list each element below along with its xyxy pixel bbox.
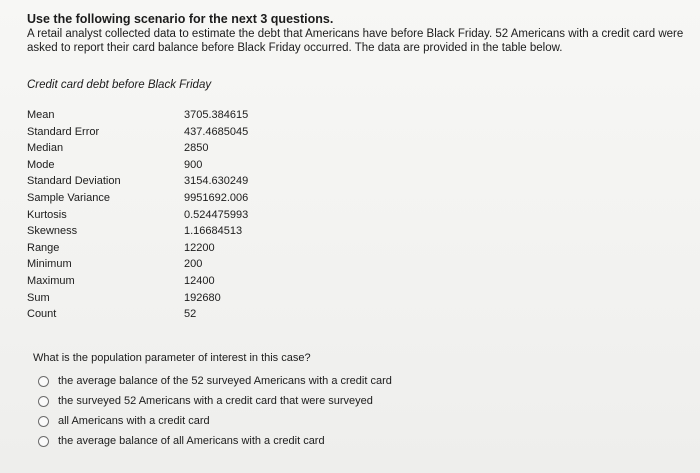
answer-option-3[interactable] [38,411,392,431]
table-row [27,308,287,325]
table-row [27,142,287,159]
radio-button[interactable] [38,436,49,447]
table-row [27,292,287,309]
stat-label: Standard Error [27,125,100,138]
scenario-intro: A retail analyst collected data to estimate the debt that Americans have before Black Friday. 52 Americans with a credit card were asked to report their card balance before Black Friday occurred. The data are provided in the table below. [27,28,684,54]
stat-value: 9951692.006 [184,191,249,204]
table-row [27,275,287,292]
answer-option-2[interactable] [38,391,392,411]
stat-label: Mean [27,109,55,121]
stat-label: Maximum [27,274,75,287]
answer-option-4[interactable] [38,431,392,451]
stat-value: 52 [184,308,197,321]
stat-value: 3705.384615 [184,109,249,121]
stat-value: 900 [184,158,203,171]
stat-value: 12400 [184,274,215,287]
question-text: What is the population parameter of interest in this case? [33,352,311,364]
option-label: the average balance of all Americans with a credit card [58,435,325,447]
stat-value: 0.524475993 [184,208,249,221]
stat-value: 3154.630249 [184,175,249,188]
table-row [27,175,287,192]
answer-options [38,371,392,451]
stat-label: Kurtosis [27,208,67,221]
stat-value: 437.4685045 [184,125,249,138]
table-row [27,109,287,126]
table-row [27,258,287,275]
stat-value: 12200 [184,241,215,254]
stat-label: Range [27,241,60,254]
stat-label: Sample Variance [27,191,110,204]
stat-label: Mode [27,158,55,171]
table-row [27,225,287,242]
table-row [27,192,287,209]
table-row [27,159,287,176]
stat-value: 192680 [184,291,221,304]
option-label: the average balance of the 52 surveyed Americans with a credit card [58,375,392,387]
stat-label: Count [27,308,57,321]
stat-label: Sum [27,291,50,304]
answer-option-1[interactable] [38,371,392,391]
stat-value: 1.16684513 [184,225,243,238]
stat-label: Standard Deviation [27,175,121,188]
radio-button[interactable] [38,396,49,407]
table-row [27,126,287,143]
stat-label: Minimum [27,258,72,271]
option-label: the surveyed 52 Americans with a credit card that were surveyed [58,395,373,407]
stat-value: 2850 [184,142,209,155]
stat-label: Skewness [27,225,78,238]
radio-button[interactable] [38,416,49,427]
radio-button[interactable] [38,376,49,387]
scenario-heading: Use the following scenario for the next 3 questions. [27,12,334,26]
stat-label: Median [27,142,64,155]
table-title: Credit card debt before Black Friday [27,79,212,91]
option-label: all Americans with a credit card [58,415,210,427]
table-row [27,242,287,259]
table-row [27,209,287,226]
stat-value: 200 [184,258,203,271]
statistics-table [27,109,287,325]
